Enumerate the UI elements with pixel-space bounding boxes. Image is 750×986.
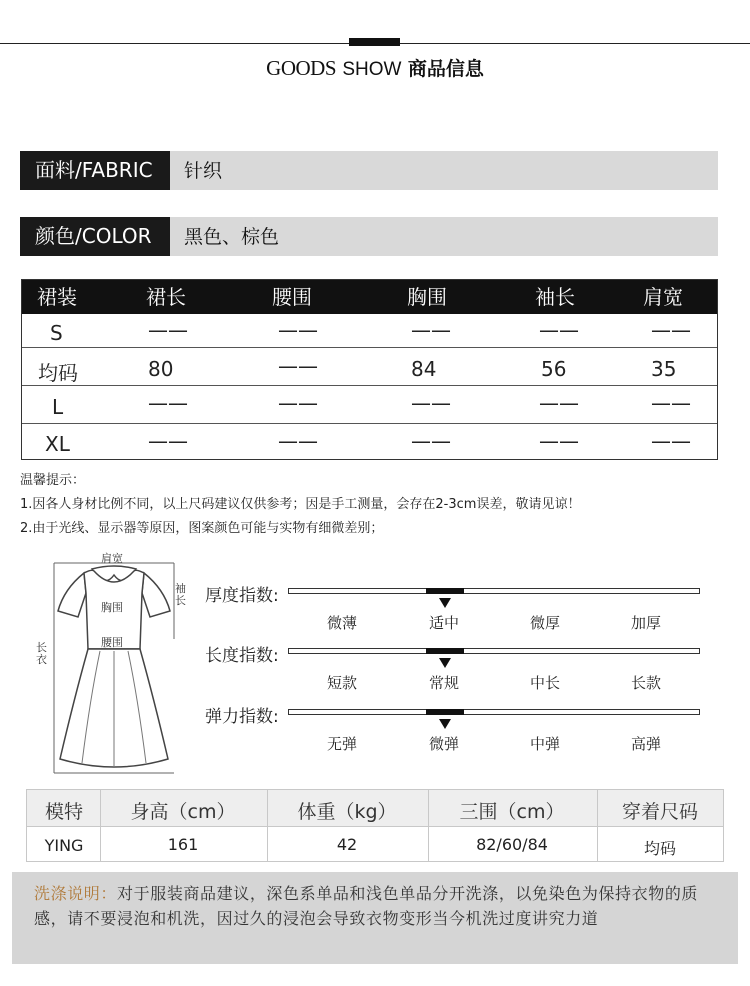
size-cell: —— [148, 429, 188, 453]
header-accent-block [349, 38, 400, 46]
size-cell: 35 [651, 357, 677, 381]
wash-text-block [34, 881, 724, 931]
elasticity-index-marker [426, 709, 464, 715]
model-header-cell: 三围（cm） [459, 801, 565, 823]
size-cell: XL [45, 432, 70, 456]
size-cell: —— [278, 391, 318, 415]
model-cell: 82/60/84 [476, 835, 548, 854]
size-header-cell: 胸围 [407, 285, 447, 309]
model-cell: YING [44, 836, 84, 855]
diagram-waist-label: 腰围 [101, 636, 123, 649]
length-index-bar [288, 648, 700, 654]
thickness-index-label: 厚度指数: [205, 586, 279, 606]
dress-illustration [34, 549, 194, 779]
color-label: 颜色/COLOR [20, 217, 170, 256]
length-option: 常规 [428, 674, 460, 692]
table-row [22, 385, 717, 424]
model-table-column-line [428, 790, 429, 861]
title-show: SHOW [342, 59, 402, 80]
elasticity-option: 无弹 [326, 735, 358, 753]
diagram-sleeve-label: 袖长 [175, 582, 186, 607]
length-option: 中长 [529, 674, 561, 692]
size-cell: —— [651, 429, 691, 453]
model-table [26, 789, 724, 862]
table-row [22, 423, 717, 460]
elasticity-option: 高弹 [630, 735, 662, 753]
size-cell: L [52, 395, 64, 419]
model-header-cell: 穿着尺码 [621, 801, 699, 823]
model-cell: 均码 [643, 839, 677, 858]
fabric-label: 面料/FABRIC [20, 151, 170, 190]
diagram-shoulder-label: 肩宽 [101, 552, 123, 565]
diagram-chest-label: 胸围 [101, 601, 123, 614]
model-cell: 161 [167, 835, 199, 854]
size-table [21, 279, 718, 460]
size-header-cell: 袖长 [535, 285, 575, 309]
size-cell: —— [278, 354, 318, 378]
thickness-index-bar [288, 588, 700, 594]
size-cell: 均码 [38, 361, 78, 385]
color-row [20, 217, 718, 256]
title-cn: 商品信息 [407, 58, 484, 80]
thickness-option: 加厚 [630, 614, 662, 632]
elasticity-index-label: 弹力指数: [205, 707, 279, 727]
diagram-length-label: 长衣 [36, 641, 47, 666]
length-option: 短款 [326, 674, 358, 692]
wash-title: 洗涤说明： [34, 884, 118, 903]
thickness-index-marker [426, 588, 464, 594]
length-index-label: 长度指数: [205, 646, 279, 666]
elasticity-option: 中弹 [529, 735, 561, 753]
size-cell: —— [148, 391, 188, 415]
model-table-column-line [100, 790, 101, 861]
model-header-cell: 身高（cm） [130, 801, 236, 823]
size-cell: —— [539, 391, 579, 415]
length-arrow-icon [439, 658, 451, 668]
thickness-option: 适中 [428, 614, 460, 632]
length-index-marker [426, 648, 464, 654]
model-header-cell: 体重（kg） [297, 801, 397, 823]
size-cell: —— [411, 391, 451, 415]
elasticity-option: 微弹 [428, 735, 460, 753]
color-value: 黑色、棕色 [184, 226, 280, 248]
size-cell: 84 [411, 357, 437, 381]
size-cell: S [50, 321, 63, 345]
wash-instructions [12, 872, 738, 964]
model-table-column-line [267, 790, 268, 861]
size-header-cell: 肩宽 [643, 285, 683, 309]
fabric-row [20, 151, 718, 190]
size-header-cell: 腰围 [272, 285, 312, 309]
model-table-divider [27, 826, 723, 827]
notes-title: 温馨提示： [20, 473, 86, 488]
model-cell: 42 [336, 835, 358, 854]
size-cell: —— [539, 318, 579, 342]
size-cell: 80 [148, 357, 174, 381]
elasticity-arrow-icon [439, 719, 451, 729]
size-header-cell: 裙装 [37, 285, 77, 309]
size-cell: —— [411, 318, 451, 342]
size-cell: —— [651, 318, 691, 342]
size-cell: —— [278, 318, 318, 342]
size-table-header [22, 280, 717, 314]
thickness-option: 微厚 [529, 614, 561, 632]
elasticity-index-bar [288, 709, 700, 715]
dress-diagram [34, 549, 194, 779]
size-cell: —— [278, 429, 318, 453]
table-row [22, 314, 717, 347]
length-option: 长款 [630, 674, 662, 692]
model-table-column-line [597, 790, 598, 861]
title-goods: GOODS [266, 56, 336, 80]
size-cell: —— [411, 429, 451, 453]
fabric-value: 针织 [184, 160, 223, 182]
table-row [22, 347, 717, 386]
thickness-arrow-icon [439, 598, 451, 608]
wash-body: 对于服装商品建议，深色系单品和浅色单品分开洗涤，以免染色为保持衣物的质感，请不要浸泡和机洗，因过久的浸泡会导致衣物变形当今机洗过度讲究力道 [34, 884, 699, 928]
size-cell: —— [651, 391, 691, 415]
page-title [0, 54, 750, 81]
size-cell: —— [539, 429, 579, 453]
notes-line-1: 1.因各人身材比例不同，以上尺码建议仅供参考；因是手工测量，会存在2-3cm误差，敬请见谅！ [20, 497, 581, 512]
notes-line-2: 2.由于光线、显示器等原因，图案颜色可能与实物有细微差别； [20, 521, 384, 536]
size-cell: —— [148, 318, 188, 342]
model-header-cell: 模特 [44, 801, 84, 823]
size-header-cell: 裙长 [146, 285, 186, 309]
thickness-option: 微薄 [326, 614, 358, 632]
size-cell: 56 [541, 357, 567, 381]
